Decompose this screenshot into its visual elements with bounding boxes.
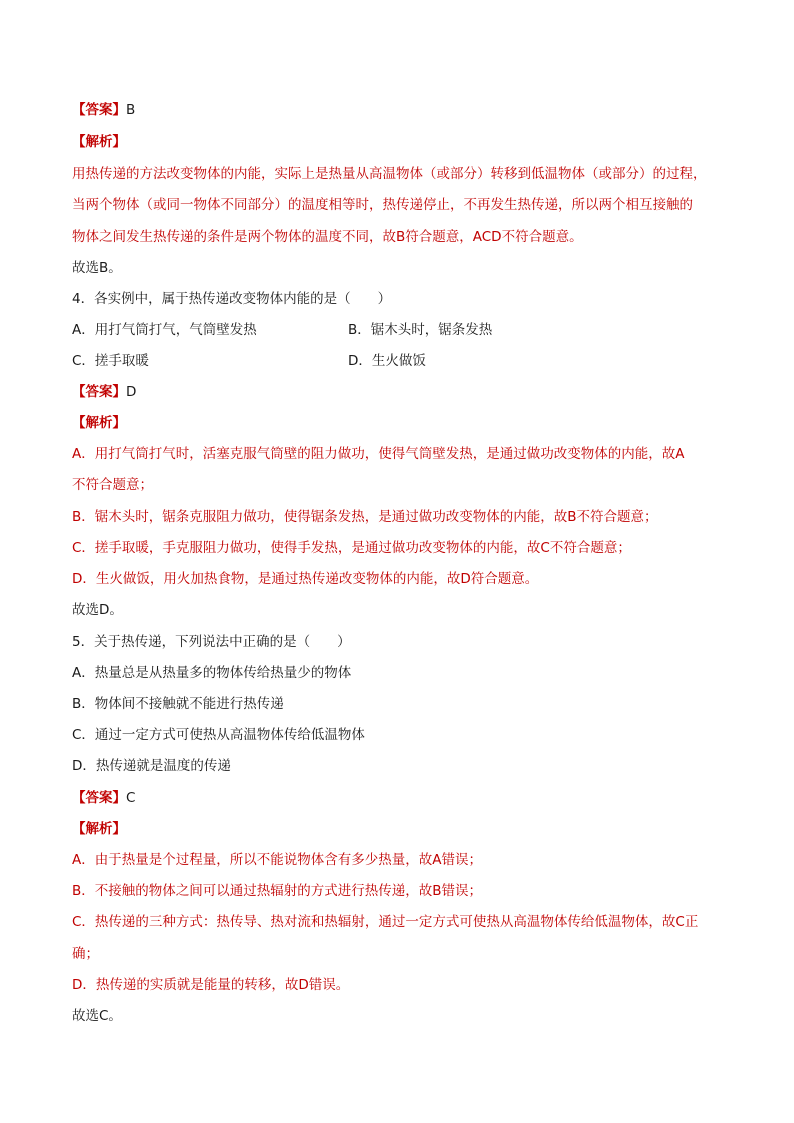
q4-stem: 4．各实例中，属于热传递改变物体内能的是（ ） — [72, 291, 392, 307]
q3-analysis-line: 用热传递的方法改变物体的内能，实际上是热量从高温物体（或部分）转移到低温物体（或部分）的过程， — [72, 166, 707, 182]
answer-label: 【答案】 — [72, 790, 126, 806]
q5-analysis-line: C．热传递的三种方式：热传导、热对流和热辐射，通过一定方式可使热从高温物体传给低温物体，故C正 — [72, 914, 699, 930]
q4-analysis-line: A．用打气筒打气时，活塞克服气筒壁的阻力做功，使得气筒壁发热，是通过做功改变物体的内能，故A — [72, 446, 685, 462]
q4-analysis-line: C．搓手取暖，手克服阻力做功，使得手发热，是通过做功改变物体的内能，故C不符合题意； — [72, 540, 631, 556]
q5-option-c: C．通过一定方式可使热从高温物体传给低温物体 — [72, 727, 365, 743]
q4-analysis-line: D．生火做饭，用火加热食物，是通过热传递改变物体的内能，故D符合题意。 — [72, 571, 539, 587]
q5-analysis-line: B．不接触的物体之间可以通过热辐射的方式进行热传递，故B错误； — [72, 883, 483, 899]
analysis-label: 【解析】 — [72, 134, 126, 150]
analysis-label: 【解析】 — [72, 821, 126, 837]
q3-analysis-line: 物体之间发生热传递的条件是两个物体的温度不同，故B符合题意，ACD不符合题意。 — [72, 229, 583, 245]
analysis-label: 【解析】 — [72, 415, 126, 431]
q5-option-d: D．热传递就是温度的传递 — [72, 758, 231, 774]
q4-conclusion: 故选D。 — [72, 602, 123, 618]
q5-answer-line — [72, 788, 135, 808]
q3-analysis-line: 当两个物体（或同一物体不同部分）的温度相等时，热传递停止，不再发生热传递，所以两个相互接触的 — [72, 197, 693, 213]
q3-analysis-label — [72, 132, 126, 152]
q4-option-a: A．用打气筒打气，气筒壁发热 — [72, 322, 257, 338]
q4-option-c: C．搓手取暖 — [72, 353, 149, 369]
q3-conclusion: 故选B。 — [72, 260, 122, 276]
q4-option-b: B．锯木头时，锯条发热 — [348, 322, 493, 338]
q3-answer-line — [72, 100, 135, 120]
answer-label: 【答案】 — [72, 102, 126, 118]
answer-label: 【答案】 — [72, 384, 126, 400]
q5-conclusion: 故选C。 — [72, 1008, 122, 1024]
q5-analysis-label — [72, 819, 126, 839]
answer-value: C — [126, 790, 136, 806]
q4-answer-line — [72, 382, 136, 402]
q4-analysis-label — [72, 413, 126, 433]
q4-analysis-line: 不符合题意； — [72, 477, 153, 493]
q5-analysis-line: 确； — [72, 946, 99, 962]
q4-option-d: D．生火做饭 — [348, 353, 426, 369]
q5-option-a: A．热量总是从热量多的物体传给热量少的物体 — [72, 665, 352, 681]
q5-stem: 5．关于热传递，下列说法中正确的是（ ） — [72, 634, 351, 650]
q5-analysis-line: A．由于热量是个过程量，所以不能说物体含有多少热量，故A错误； — [72, 852, 482, 868]
answer-value: D — [126, 384, 137, 400]
q5-option-b: B．物体间不接触就不能进行热传递 — [72, 696, 284, 712]
q5-analysis-line: D．热传递的实质就是能量的转移，故D错误。 — [72, 977, 350, 993]
q4-analysis-line: B．锯木头时，锯条克服阻力做功，使得锯条发热，是通过做功改变物体的内能，故B不符合题意； — [72, 509, 658, 525]
answer-value: B — [126, 102, 136, 118]
